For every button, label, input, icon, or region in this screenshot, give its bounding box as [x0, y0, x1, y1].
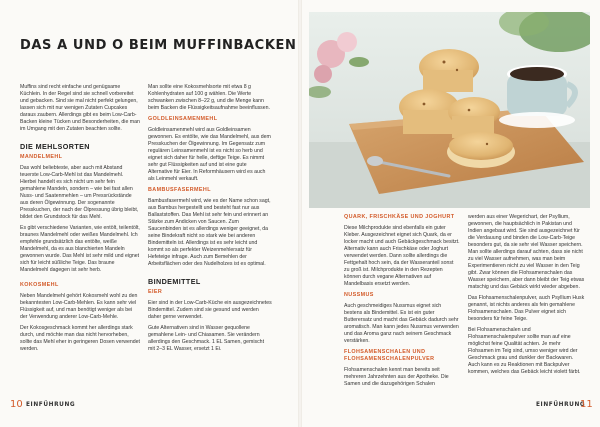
paragraph: Bei Flohsamenschalen und Flohsamenschalenpulver sollte man auf eine möglichst feine Qualität achten. Je mehr Flohsamen im Teig sind, umso weniger wird der Geschmack grau und dunkler der Backwaren. Auch kann es zu Reaktionen mit Backpulver kommen, welches das Gebäck leicht violett färbt. [468, 327, 581, 375]
muffin-photo [309, 12, 590, 208]
intro-paragraph: Muffins sind recht einfache und genügsame Küchlein. In der Regel sind sie schnell vorbereitet und gebacken. Sind sie mal nicht perfekt gelungen, lassen sich mit nur wenigen Zutaten Cupcakes daraus zaubern. Allerdings gibt es beim Low-Carb-Backen kleine Tücken und Besonderheiten, die man im Umgang mit den Zutaten beachten sollte. [20, 84, 140, 132]
subheading-bambusfasermehl: BAMBUSFASERMEHL [148, 187, 211, 193]
subheading-kokosmehl: KOKOSMEHL [20, 282, 59, 288]
page-number-right: 11 [580, 399, 593, 410]
paragraph: Goldleinsamenmehl wird aus Goldleinsamen gewonnen. Es entölte, wie das Mandelmehl, aus dem Presskuchen der Ölgewinnung. Im Gegensatz zum regulären Leinsamenmehl ist es nicht so herb und eignet sich daher für helle, deftige Teige. Es nimmt sehr gut Flüssigkeiten auf und ist eine gute Alternative für Eier. In Reformhäusern wird es auch als Leinmehl verkauft. [148, 127, 271, 182]
paragraph: Es gibt verschiedene Varianten, wie entölt, teilentölt, braunes Mandelmehl oder weißes Mandelmehl. Ich empfehle grundsätzlich das entölte, weiße Mandelmehl, da es aus blanchierten Mandeln gewonnen wurde. Das Mehl ist sehr mild und eignet sich für leicht süßliche Teige. Das braune Mandelmehl dagegen ist sehr herb. [20, 225, 140, 273]
footer-label-right: EINFÜHRUNG [536, 402, 586, 408]
column-2 [148, 84, 272, 357]
page-title: DAS A UND O BEIM MUFFINBACKEN [20, 38, 297, 53]
paragraph: Der Kokosgeschmack kommt her allerdings stark durch, und möchte man das nicht hervorheben, sollte das Mehl eher in geringeren Dosen verwendet werden. [20, 325, 140, 352]
paragraph: Das Flohsamenschalenpulver, auch Psyllium Husk genannt, ist nichts anderes als fein gemahlene Flohsamenschalen. Das Pulver eignet sich besonders für feine Teige. [468, 295, 585, 322]
paragraph: werden aus einer Wegerichart, der Psyllium, gewonnen, die hauptsächlich in Pakistan und Indien angebaut wird. Sie sind ausgezeichnet für die Verdauung und binden die Low-Carb-Teige besonders gut, da sie sehr viel Wasser speichern. Man sollte allerdings darauf achten, dass sie nicht zu viel Wasser aufnehmen, was man beim Experimentieren nicht zu viel Wasser in den Teig gibt. Zwar können die Flohsamenschalen das Wasser speichern, aber dann bleibt der Teig etwas matschig und das Gebäck wirkt wieder abgeben. [468, 214, 585, 290]
paragraph: Flohsamenschalen kennt man bereits seit mehreren Jahrzehnten aus der Apotheke. Die Samen und die dazugehörigen Schalen [344, 367, 449, 387]
page-gutter [298, 0, 302, 427]
paragraph: Das wohl beliebteste, aber auch mit Abstand teuerste Low-Carb-Mehl ist das Mandelmehl. Hierbei handelt es sich nicht um sehr fein gemahlene Mandeln, sondern – wie bei fast allen Nuss- und Saatenmehlen – um Pressrückstände aus deren Ölgewinnung. Der sogenannte Presskuchen, der nach der Ölpressung übrig bleibt, bildet den Grundstock für das Mehl. [20, 165, 139, 220]
paragraph: Man sollte eine Kokosmehlsorte mit etwa 8 g Kohlenhydraten auf 100 g wählen. Die Werte schwanken zwischen 8–22 g, und die Menge kann beim Backen die Flüssigkeitsaufnahme beeinflussen. [148, 84, 270, 111]
page-number-left: 10 [10, 399, 23, 410]
paragraph: Gute Alternativen sind in Wasser gequollene gemahlene Lein- und Chiasamen. Sie verändern allerdings den Geschmack. 1 EL Samen, gemischt mit 2–3 EL Wasser, ersetzt 1 Ei. [148, 325, 265, 352]
column-3 [344, 214, 460, 392]
subheading-eier: EIER [148, 289, 163, 295]
subheading-goldleinsamenmehl: GOLDLEINSAMENMEHL [148, 116, 218, 122]
section-heading-mehlsorten: DIE MEHLSORTEN [20, 142, 90, 151]
paragraph: Auch geschmeidiges Nussmus eignet sich bestens als Bindemittel. Es ist ein guter Butterersatz und macht das Gebäck dadurch sehr aromatisch. Man kann jedes Nussmus verwenden und das Aroma ganz nach seinem Geschmack verstärken. [344, 303, 459, 344]
muffin-illustration [309, 12, 590, 208]
section-heading-bindemittel: BINDEMITTEL [148, 277, 201, 286]
paragraph: Neben Mandelmehl gehört Kokosmehl wohl zu den bekanntesten Low-Carb-Mehlen. Es kann sehr viel Flüssigkeit auf, und man benötigt weniger als bei der Verwendung anderer Low-Carb-Mehle. [20, 293, 138, 320]
paragraph: Bambusfasermehl wird, wie es der Name schon sagt, aus Bambus hergestellt und besteht fast nur aus Ballaststoffen. Das Mehl ist sehr fein und erinnert an Stärke zum Andicken von Saucen. Zum Saucenbinden ist es allerdings weniger geeignet, da seine Bindekraft nicht so stark wie bei anderen Bindemitteln ist. Allerdings ist es sehr leicht und kommt so als perfekter Weizenmehlersatz für Hefeteige infrage. Auch zum Bemehlen der Arbeitsflächen oder des Nudelholzes ist es optimal. [148, 198, 271, 267]
column-1 [20, 84, 141, 357]
subheading-quark: QUARK, FRISCHKÄSE UND JOGHURT [344, 214, 455, 220]
column-4 [468, 214, 586, 380]
subheading-mandelmehl: MANDELMEHL [20, 154, 63, 160]
subheading-nussmus: NUSSMUS [344, 292, 374, 298]
paragraph: Eier sind in der Low-Carb-Küche ein ausgezeichnetes Bindemittel. Zudem sind sie gesund und werden daher gerne verwendet. [148, 300, 272, 320]
footer-label-left: EINFÜHRUNG [26, 402, 76, 408]
paragraph: Diese Milchprodukte sind ebenfalls ein guter Kleber. Ausgezeichnet eignet sich Quark, da er locker macht und auch Gebäckgeschmack besitzt. Alternativ kann auch Frischkäse oder Joghurt verwendet werden. Dann sollte allerdings die Fettgehalt hoch sein, da der Wasseranteil sonst zu groß ist. Milchprodukte in den Rezepten können durch vegane Alternativen auf Mandelbasis ersetzt werden. [344, 225, 460, 287]
subheading-flohsamenschalen: FLOHSAMENSCHALEN UND FLOHSAMENSCHALENPULVER [344, 349, 435, 362]
